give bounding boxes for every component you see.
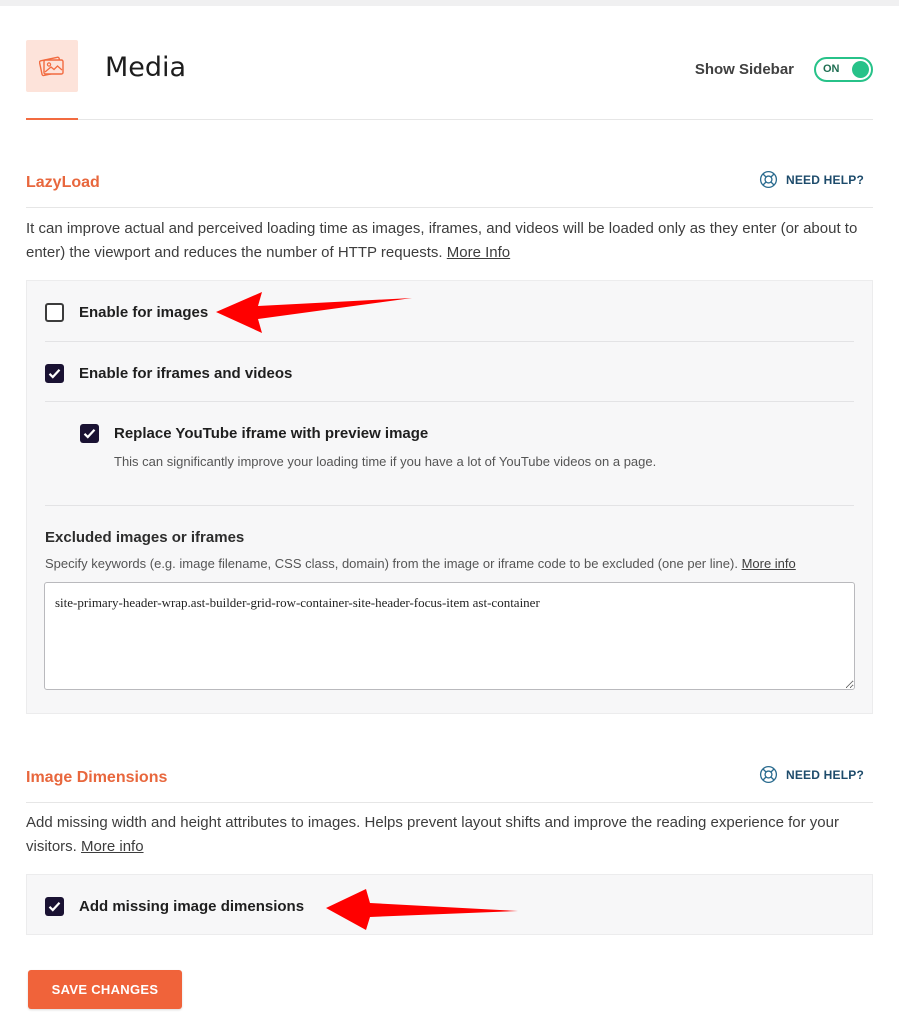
lifebuoy-icon <box>759 765 778 784</box>
lazyload-need-help-link[interactable] <box>759 170 864 189</box>
checkmark-icon <box>48 901 61 912</box>
red-arrow-icon <box>324 886 520 934</box>
lazyload-options-panel <box>26 280 873 714</box>
page-icon-underline <box>26 118 78 120</box>
toggle-knob <box>852 61 869 78</box>
image-dimensions-title: Image Dimensions <box>26 769 168 786</box>
enable-iframes-checkbox[interactable] <box>45 364 64 383</box>
image-dimensions-description-text: Add missing width and height attributes to images. Helps prevent layout shifts and improve the reading experience for your visitors. <box>26 814 839 855</box>
enable-images-checkbox[interactable] <box>45 303 64 322</box>
checkmark-icon <box>83 428 96 439</box>
enable-images-row <box>45 281 854 342</box>
excluded-label: Excluded images or iframes <box>45 529 245 546</box>
top-bar <box>0 0 899 6</box>
image-dimensions-more-info-link[interactable]: More info <box>81 838 144 855</box>
excluded-more-info-link[interactable]: More info <box>741 556 796 571</box>
youtube-preview-description: This can significantly improve your loading time if you have a lot of YouTube videos on a page. <box>114 454 657 469</box>
excluded-help <box>45 556 796 571</box>
red-arrow-icon <box>214 289 414 337</box>
add-dimensions-label: Add missing image dimensions <box>79 898 305 915</box>
checkmark-icon <box>48 368 61 379</box>
lazyload-description-text: It can improve actual and perceived loading time as images, iframes, and videos will be loaded only as they enter (or about to enter) the viewport and reduces the number of HTTP requests. <box>26 220 858 261</box>
lazyload-section-header <box>26 164 873 208</box>
lazyload-more-info-link[interactable]: More Info <box>446 244 511 261</box>
show-sidebar-toggle[interactable] <box>814 57 873 82</box>
image-dimensions-need-help-link[interactable] <box>759 765 864 784</box>
image-dimensions-description <box>26 811 873 859</box>
page-title: Media <box>105 52 187 83</box>
enable-iframes-label: Enable for iframes and videos <box>79 365 293 382</box>
media-page-icon <box>26 40 78 92</box>
need-help-label: NEED HELP? <box>785 172 864 187</box>
lifebuoy-icon <box>759 170 778 189</box>
show-sidebar-label: Show Sidebar <box>694 61 794 78</box>
show-sidebar-control <box>695 57 873 82</box>
youtube-preview-checkbox[interactable] <box>80 424 99 443</box>
enable-iframes-row <box>45 342 854 402</box>
youtube-preview-label: Replace YouTube iframe with preview image <box>114 425 429 442</box>
enable-images-label: Enable for images <box>79 304 209 321</box>
excluded-help-text: Specify keywords (e.g. image filename, CSS class, domain) from the image or iframe code to be excluded (one per line). <box>45 556 738 571</box>
image-dimensions-section-header <box>26 759 873 803</box>
toggle-state-text: ON <box>823 63 840 75</box>
save-changes-button[interactable]: SAVE CHANGES <box>28 970 182 1009</box>
add-dimensions-checkbox[interactable] <box>45 897 64 916</box>
need-help-label: NEED HELP? <box>785 767 864 782</box>
image-gallery-icon <box>39 55 65 77</box>
lazyload-title: LazyLoad <box>26 174 100 191</box>
excluded-keywords-textarea[interactable] <box>44 582 855 690</box>
page-header <box>26 40 873 120</box>
lazyload-description <box>26 217 873 265</box>
youtube-preview-row <box>45 402 854 506</box>
